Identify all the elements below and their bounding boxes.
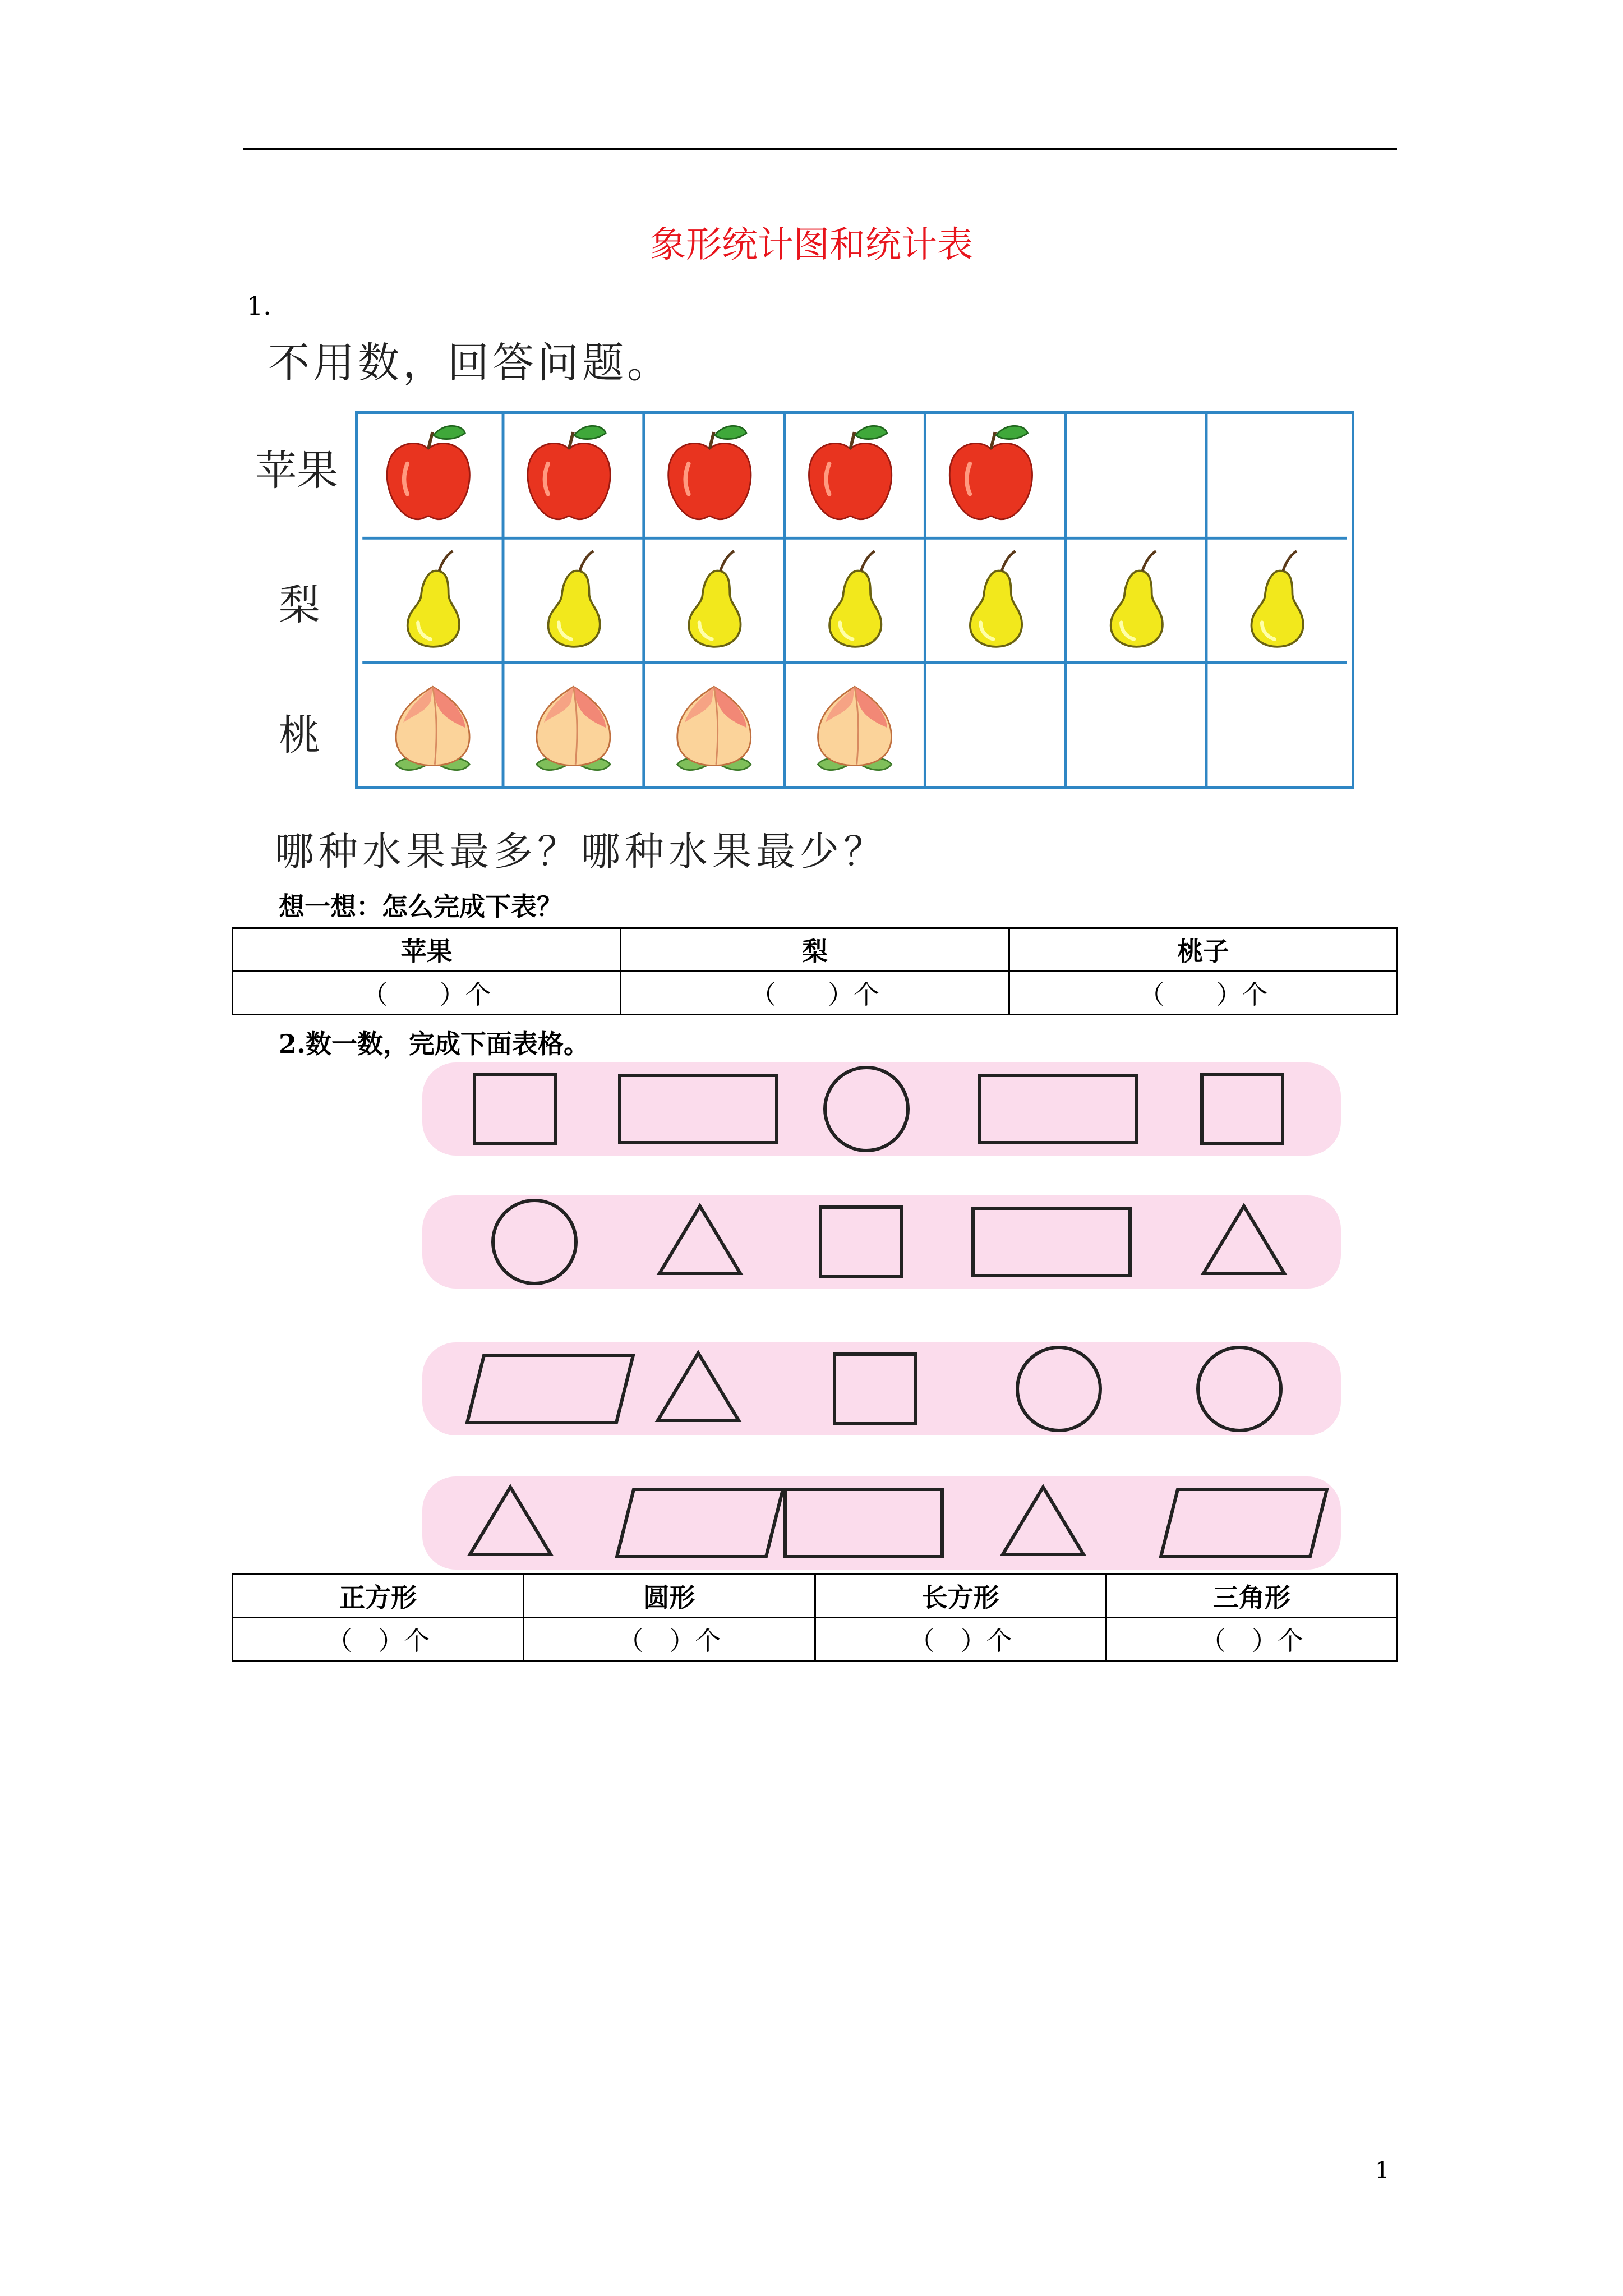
square-shape	[474, 1074, 555, 1144]
square-shape	[834, 1354, 915, 1424]
shape-count-table	[232, 1573, 1398, 1662]
square-shape	[1202, 1074, 1283, 1144]
think-label: 想一想：怎么完成下表？	[279, 891, 562, 922]
parallelogram-shape	[617, 1489, 783, 1557]
page-number: 1	[1375, 2157, 1390, 2183]
shape-table-cell-circle[interactable]: （ ）个	[524, 1618, 815, 1661]
parallelogram-shape	[467, 1355, 633, 1423]
fruit-table-header-apple: 苹果	[233, 928, 621, 972]
question-1-number: 1.	[247, 291, 271, 321]
fruit-table-cell-apple[interactable]: （ ）个	[233, 972, 621, 1015]
row-label-pear: 梨	[279, 581, 320, 629]
fruit-table-header-peach: 桃子	[1009, 928, 1397, 972]
rectangle-shape	[785, 1489, 942, 1557]
shape-table-cell-rectangle[interactable]: （ ）个	[815, 1618, 1106, 1661]
shape-table-cell-square[interactable]: （ ）个	[233, 1618, 524, 1661]
shape-table-header-triangle: 三角形	[1106, 1575, 1397, 1618]
parallelogram-shape	[1161, 1489, 1327, 1557]
question-1-instruction: 不用数，回答问题。	[268, 339, 672, 387]
row-label-peach: 桃	[279, 711, 320, 760]
row-label-apple: 苹果	[255, 447, 338, 495]
triangle-shape	[660, 1206, 740, 1273]
shape-table-header-square: 正方形	[233, 1575, 524, 1618]
fruit-table-cell-peach[interactable]: （ ）个	[1009, 972, 1397, 1015]
shape-table-cell-triangle[interactable]: （ ）个	[1106, 1618, 1397, 1661]
fruit-table-header-pear: 梨	[621, 928, 1009, 972]
square-shape	[820, 1207, 901, 1277]
circle-shape	[1017, 1347, 1100, 1430]
fruit-table-cell-pear[interactable]: （ ）个	[621, 972, 1009, 1015]
rectangle-shape	[620, 1075, 777, 1143]
triangle-shape	[470, 1487, 551, 1554]
circle-shape	[493, 1200, 576, 1283]
triangle-shape	[658, 1353, 739, 1420]
question-2-instruction: 2.数一数，完成下面表格。	[279, 1029, 590, 1059]
page-title: 象形统计图和统计表	[650, 224, 973, 266]
triangle-shape	[1003, 1487, 1083, 1554]
shape-table-header-circle: 圆形	[524, 1575, 815, 1618]
rectangle-shape	[979, 1075, 1136, 1143]
circle-shape	[1198, 1347, 1281, 1430]
rectangle-shape	[973, 1208, 1130, 1276]
shape-table-header-rectangle: 长方形	[815, 1575, 1106, 1618]
question-1-prompt: 哪种水果最多？哪种水果最少？	[275, 829, 887, 875]
triangle-shape	[1204, 1206, 1284, 1273]
circle-shape	[825, 1068, 908, 1151]
